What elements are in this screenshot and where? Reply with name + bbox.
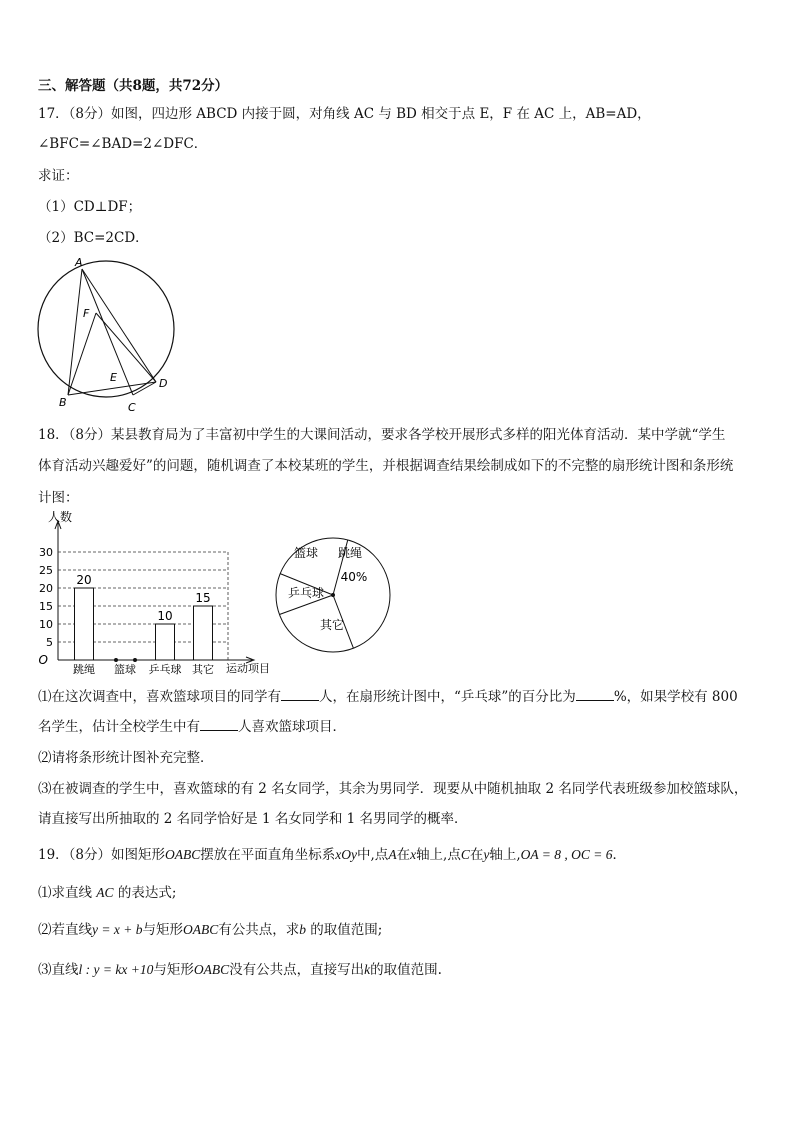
q19-stem-text: 在 [396, 847, 411, 863]
q19-part3-text: ⑶直线 [38, 962, 79, 978]
q18-part1-text-e: 人喜欢篮球项目． [238, 719, 346, 735]
answer-blank-basketball-count[interactable] [281, 688, 319, 701]
math-OABC: OABC [193, 962, 230, 977]
pie-chart [268, 533, 398, 658]
segment-AB [68, 269, 82, 395]
q19-part2-text: 的取值范围; [310, 922, 383, 938]
q18-stem-line3: 计图： [38, 490, 79, 506]
math-xOy: xOy [335, 847, 358, 862]
math-OABC: OABC [182, 922, 219, 937]
q19-part3-text: 的取值范围. [370, 962, 442, 978]
q19-part3-text: 没有公共点，直接写出 [229, 962, 365, 978]
q19-part1-text: ⑴求直线 [38, 885, 92, 901]
q19-stem-text: 摆放在平面直角坐标系 [200, 847, 336, 863]
pie-label: 乒乓球 [287, 586, 325, 600]
math-C: C [460, 847, 470, 862]
q17-part1: （1）CD⊥DF； [38, 199, 142, 215]
math-equation: l : y = kx +10 [78, 962, 154, 977]
q19-stem-text: 中,点 [357, 847, 389, 863]
math-A: A [388, 847, 397, 862]
q19-part1 [38, 884, 176, 902]
math-OABC: OABC [165, 847, 201, 862]
section-title: 三、解答题（共8题，共72分） [38, 78, 229, 94]
q17-part2: （2）BC=2CD． [38, 230, 149, 246]
bar-value-label: 20 [76, 573, 92, 587]
pie-center [331, 593, 335, 597]
axis-dot [114, 658, 118, 662]
q19-stem-text: 轴上,点 [416, 847, 461, 863]
y-tick-label: 25 [39, 564, 53, 577]
q19-part2 [38, 921, 382, 939]
q18-part1-text-a: ⑴在这次调查中，喜欢篮球项目的同学有 [38, 689, 281, 705]
q18-stem-line2: 体育活动兴趣爱好”的问题，随机调查了本校某班的学生，并根据调查结果绘制成如下的不完整的扇形统计图和条形统 [38, 458, 734, 474]
axis-dot [133, 658, 137, 662]
math-equation: y = x + b [92, 922, 143, 937]
pie-label: 篮球 [293, 546, 319, 560]
math-k: k [364, 962, 371, 977]
x-tick-label: 其它 [192, 663, 214, 676]
q18-part3-line2: 请直接写出所抽取的 2 名同学恰好是 1 名女同学和 1 名男同学的概率． [38, 811, 468, 827]
q18-part1-line1 [38, 688, 738, 706]
q18-part1-line2 [38, 718, 346, 736]
q19-part2-text: 与矩形 [142, 922, 183, 938]
q19-stem-text: 轴上, [489, 847, 521, 863]
label-F: F [83, 307, 90, 320]
q19-part1-text: 的表达式; [117, 885, 177, 901]
q19-stem-text: ． [612, 847, 627, 863]
y-tick-label: 15 [39, 600, 53, 613]
label-E: E [110, 371, 117, 384]
q19-stem [38, 846, 626, 864]
math-condition: OA = 8 , OC = 6 [520, 847, 613, 862]
bar-1 [75, 588, 94, 660]
bar-value-label: 10 [157, 609, 173, 623]
answer-blank-pingpong-percent[interactable] [576, 688, 614, 701]
math-y: y [483, 847, 490, 862]
segment-AD [82, 269, 156, 382]
q18-part3-line1: ⑶在被调查的学生中，喜欢篮球的有 2 名女同学，其余为男同学．现要从中随机抽取 2 名同学代表班级参加校篮球队， [38, 781, 748, 797]
label-C: C [128, 401, 136, 414]
x-tick-label: 跳绳 [73, 663, 95, 676]
q17-stem-line2: ∠BFC=∠BAD=2∠DFC． [38, 136, 208, 152]
pie-label: 其它 [319, 618, 345, 632]
pie-percent-label: 40% [340, 570, 368, 584]
x-tick-label: 篮球 [114, 663, 136, 676]
q18-part1-text-b: 人，在扇形统计图中，“乒乓球”的百分比为 [319, 689, 576, 705]
q18-part1-text-d: 名学生，估计全校学生中有 [38, 719, 200, 735]
math-x: x [410, 847, 417, 862]
q17-circle-figure [30, 255, 190, 420]
q18-part2: ⑵请将条形统计图补充完整． [38, 750, 214, 766]
q18-part1-text-c: %，如果学校有 800 [613, 689, 738, 705]
x-tick-label: 乒乓球 [148, 663, 182, 676]
q19-part2-text: ⑵若直线 [38, 922, 92, 938]
y-tick-label: 5 [46, 636, 53, 649]
q18-stem-line1: 18．（8分）某县教育局为了丰富初中学生的大课间活动，要求各学校开展形式多样的阳光体育活动．某中学就“学生 [38, 427, 726, 443]
pie-label: 跳绳 [337, 546, 363, 560]
label-A: A [75, 256, 83, 269]
q19-part3-text: 与矩形 [153, 962, 194, 978]
segment-FD [96, 313, 156, 382]
x-axis-label: 运动项目 [226, 662, 270, 675]
y-tick-label: 10 [39, 618, 53, 631]
bar-4 [194, 606, 213, 660]
label-B: B [59, 396, 67, 409]
q19-part3 [38, 961, 442, 979]
math-AC: AC [96, 885, 114, 900]
label-D: D [159, 377, 168, 390]
origin-label: O [38, 653, 48, 667]
bar-value-label: 15 [195, 591, 211, 605]
math-b: b [299, 922, 306, 937]
answer-blank-school-estimate[interactable] [200, 718, 238, 731]
q19-stem-text: 在 [469, 847, 484, 863]
q17-stem-line1: 17．（8分）如图，四边形 ABCD 内接于圆，对角线 AC 与 BD 相交于点 E，F 在 AC 上，AB=AD， [38, 106, 651, 122]
q19-part2-text: 有公共点，求 [218, 922, 300, 938]
bar-3 [156, 624, 175, 660]
bar-chart [30, 505, 290, 680]
y-tick-label: 20 [39, 582, 53, 595]
y-axis-label: 人数 [48, 510, 73, 524]
q17-prove-label: 求证： [38, 168, 79, 184]
q19-stem-text: 19．（8分）如图矩形 [38, 847, 166, 863]
y-tick-label: 30 [39, 546, 53, 559]
